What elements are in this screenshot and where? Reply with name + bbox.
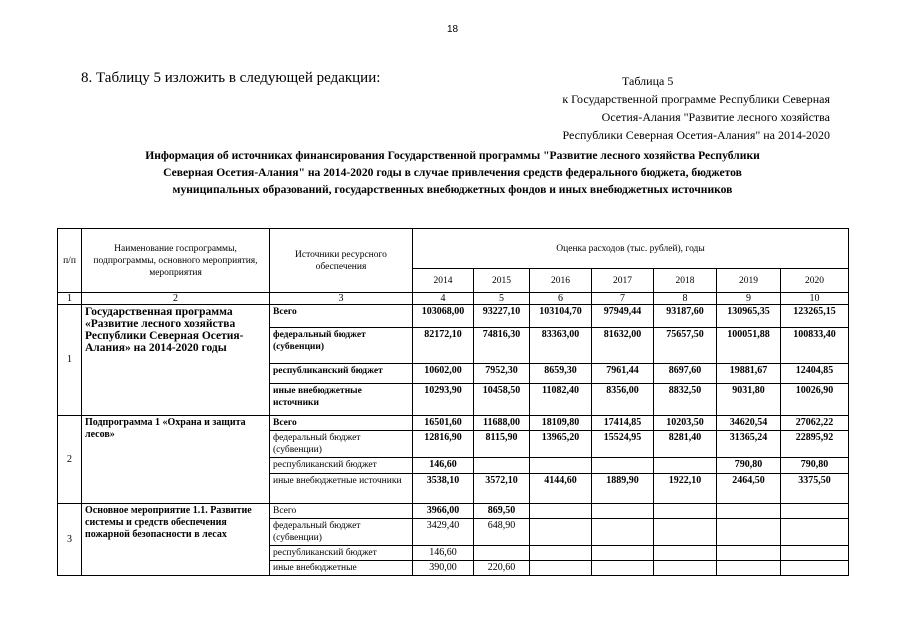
value-cell: 8356,00 bbox=[592, 384, 654, 416]
instruction-text: 8. Таблицу 5 изложить в следующей редакции: bbox=[81, 70, 381, 86]
column-number: 10 bbox=[781, 293, 849, 305]
value-cell: 4144,60 bbox=[530, 474, 592, 504]
value-cell: 12816,90 bbox=[413, 431, 474, 458]
value-cell bbox=[530, 561, 592, 576]
value-cell: 10203,50 bbox=[654, 416, 717, 431]
table-ref-line: Осетия-Алания "Развитие лесного хозяйства bbox=[601, 110, 830, 124]
value-cell: 7961,44 bbox=[592, 364, 654, 384]
value-cell: 19881,67 bbox=[717, 364, 781, 384]
table-ref-line: Республики Северная Осетия-Алания" на 2014-2020 bbox=[562, 128, 830, 142]
value-cell: 1889,90 bbox=[592, 474, 654, 504]
value-cell: 74816,30 bbox=[474, 328, 530, 364]
value-cell: 7952,30 bbox=[474, 364, 530, 384]
value-cell: 12404,85 bbox=[781, 364, 849, 384]
value-cell bbox=[717, 561, 781, 576]
header-year: 2019 bbox=[717, 269, 781, 293]
value-cell: 1922,10 bbox=[654, 474, 717, 504]
value-cell bbox=[654, 519, 717, 546]
value-cell bbox=[530, 504, 592, 519]
value-cell bbox=[654, 546, 717, 561]
financing-table bbox=[57, 228, 849, 576]
value-cell bbox=[781, 504, 849, 519]
header-estimate: Оценка расходов (тыс. рублей), годы bbox=[413, 229, 849, 269]
value-cell: 100051,88 bbox=[717, 328, 781, 364]
value-cell: 100833,40 bbox=[781, 328, 849, 364]
value-cell: 27062,22 bbox=[781, 416, 849, 431]
value-cell: 34620,54 bbox=[717, 416, 781, 431]
value-cell: 11082,40 bbox=[530, 384, 592, 416]
value-cell: 790,80 bbox=[717, 458, 781, 474]
column-number: 1 bbox=[58, 293, 82, 305]
value-cell: 18109,80 bbox=[530, 416, 592, 431]
value-cell bbox=[530, 458, 592, 474]
source-cell: республиканский бюджет bbox=[270, 458, 413, 474]
value-cell bbox=[592, 458, 654, 474]
source-cell: Всего bbox=[270, 416, 413, 431]
value-cell: 81632,00 bbox=[592, 328, 654, 364]
source-cell: федеральный бюджет (субвенции) bbox=[270, 431, 413, 458]
value-cell: 3966,00 bbox=[413, 504, 474, 519]
source-cell: федеральный бюджет (субвенции) bbox=[270, 519, 413, 546]
value-cell: 10026,90 bbox=[781, 384, 849, 416]
table-reference bbox=[520, 72, 830, 144]
header-source: Источники ресурсного обеспечения bbox=[270, 229, 413, 293]
source-cell: иные внебюджетные bbox=[270, 561, 413, 576]
value-cell bbox=[781, 546, 849, 561]
value-cell: 8281,40 bbox=[654, 431, 717, 458]
value-cell: 2464,50 bbox=[717, 474, 781, 504]
value-cell bbox=[530, 546, 592, 561]
title-line: Информация об источниках финансирования Государственной программы "Развитие лесного хозяйства Республики bbox=[145, 149, 760, 162]
value-cell: 9031,80 bbox=[717, 384, 781, 416]
column-number: 2 bbox=[82, 293, 270, 305]
column-number: 5 bbox=[474, 293, 530, 305]
column-number: 3 bbox=[270, 293, 413, 305]
value-cell: 220,60 bbox=[474, 561, 530, 576]
page-number: 18 bbox=[446, 24, 459, 35]
source-cell: Всего bbox=[270, 305, 413, 328]
document-title bbox=[60, 147, 845, 198]
value-cell bbox=[592, 561, 654, 576]
value-cell: 22895,92 bbox=[781, 431, 849, 458]
source-cell: республиканский бюджет bbox=[270, 364, 413, 384]
row-number: 2 bbox=[58, 416, 82, 504]
value-cell: 3572,10 bbox=[474, 474, 530, 504]
column-number: 9 bbox=[717, 293, 781, 305]
value-cell bbox=[592, 519, 654, 546]
header-year: 2014 bbox=[413, 269, 474, 293]
header-year: 2017 bbox=[592, 269, 654, 293]
value-cell: 10293,90 bbox=[413, 384, 474, 416]
value-cell: 8659,30 bbox=[530, 364, 592, 384]
column-number: 4 bbox=[413, 293, 474, 305]
value-cell: 82172,10 bbox=[413, 328, 474, 364]
value-cell: 11688,00 bbox=[474, 416, 530, 431]
title-line: Северная Осетия-Алания" на 2014-2020 годы в случае привлечения средств федерального бюджета, бюджетов bbox=[163, 166, 742, 179]
header-year: 2020 bbox=[781, 269, 849, 293]
value-cell: 146,60 bbox=[413, 458, 474, 474]
value-cell bbox=[654, 504, 717, 519]
value-cell: 790,80 bbox=[781, 458, 849, 474]
value-cell: 146,60 bbox=[413, 546, 474, 561]
value-cell: 123265,15 bbox=[781, 305, 849, 328]
source-cell: республиканский бюджет bbox=[270, 546, 413, 561]
value-cell bbox=[530, 519, 592, 546]
value-cell: 3375,50 bbox=[781, 474, 849, 504]
value-cell bbox=[592, 546, 654, 561]
source-cell: федеральный бюджет (субвенции) bbox=[270, 328, 413, 364]
table-ref-line: к Государственной программе Республики Северная bbox=[562, 92, 830, 106]
column-number: 6 bbox=[530, 293, 592, 305]
value-cell bbox=[654, 561, 717, 576]
value-cell: 17414,85 bbox=[592, 416, 654, 431]
value-cell: 31365,24 bbox=[717, 431, 781, 458]
value-cell: 16501,60 bbox=[413, 416, 474, 431]
header-year: 2016 bbox=[530, 269, 592, 293]
value-cell: 93187,60 bbox=[654, 305, 717, 328]
value-cell: 103104,70 bbox=[530, 305, 592, 328]
value-cell: 13965,20 bbox=[530, 431, 592, 458]
value-cell: 83363,00 bbox=[530, 328, 592, 364]
value-cell bbox=[592, 504, 654, 519]
value-cell bbox=[654, 458, 717, 474]
header-name: Наименование госпрограммы, подпрограммы, основного мероприятия, мероприятия bbox=[82, 229, 270, 293]
value-cell: 869,50 bbox=[474, 504, 530, 519]
value-cell: 103068,00 bbox=[413, 305, 474, 328]
program-name: Государственная программа «Развитие лесного хозяйства Республики Северная Осетия-Алания» на 2014-2020 годы bbox=[82, 305, 270, 416]
value-cell bbox=[717, 504, 781, 519]
header-pp: п/п bbox=[58, 229, 82, 293]
source-cell: иные внебюджетные источники bbox=[270, 474, 413, 504]
value-cell: 93227,10 bbox=[474, 305, 530, 328]
value-cell bbox=[717, 546, 781, 561]
value-cell: 8832,50 bbox=[654, 384, 717, 416]
source-cell: Всего bbox=[270, 504, 413, 519]
value-cell: 10602,00 bbox=[413, 364, 474, 384]
value-cell bbox=[474, 458, 530, 474]
value-cell: 8115,90 bbox=[474, 431, 530, 458]
value-cell: 15524,95 bbox=[592, 431, 654, 458]
value-cell: 10458,50 bbox=[474, 384, 530, 416]
value-cell: 3538,10 bbox=[413, 474, 474, 504]
value-cell bbox=[474, 546, 530, 561]
header-year: 2015 bbox=[474, 269, 530, 293]
value-cell: 97949,44 bbox=[592, 305, 654, 328]
value-cell bbox=[781, 519, 849, 546]
title-line: муниципальных образований, государственных внебюджетных фондов и иных внебюджетных источников bbox=[172, 183, 733, 196]
header-year: 2018 bbox=[654, 269, 717, 293]
source-cell: иные внебюджетные источники bbox=[270, 384, 413, 416]
value-cell: 390,00 bbox=[413, 561, 474, 576]
value-cell: 3429,40 bbox=[413, 519, 474, 546]
value-cell: 130965,35 bbox=[717, 305, 781, 328]
value-cell: 648,90 bbox=[474, 519, 530, 546]
value-cell bbox=[717, 519, 781, 546]
value-cell: 75657,50 bbox=[654, 328, 717, 364]
value-cell: 8697,60 bbox=[654, 364, 717, 384]
main-activity-name: Основное мероприятие 1.1. Развитие системы и средств обеспечения пожарной безопасности в лесах bbox=[82, 504, 270, 576]
value-cell bbox=[781, 561, 849, 576]
column-number: 8 bbox=[654, 293, 717, 305]
row-number: 3 bbox=[58, 504, 82, 576]
row-number: 1 bbox=[58, 305, 82, 416]
column-number: 7 bbox=[592, 293, 654, 305]
table-label: Таблица 5 bbox=[622, 74, 674, 88]
subprogram-name: Подпрограмма 1 «Охрана и защита лесов» bbox=[82, 416, 270, 504]
